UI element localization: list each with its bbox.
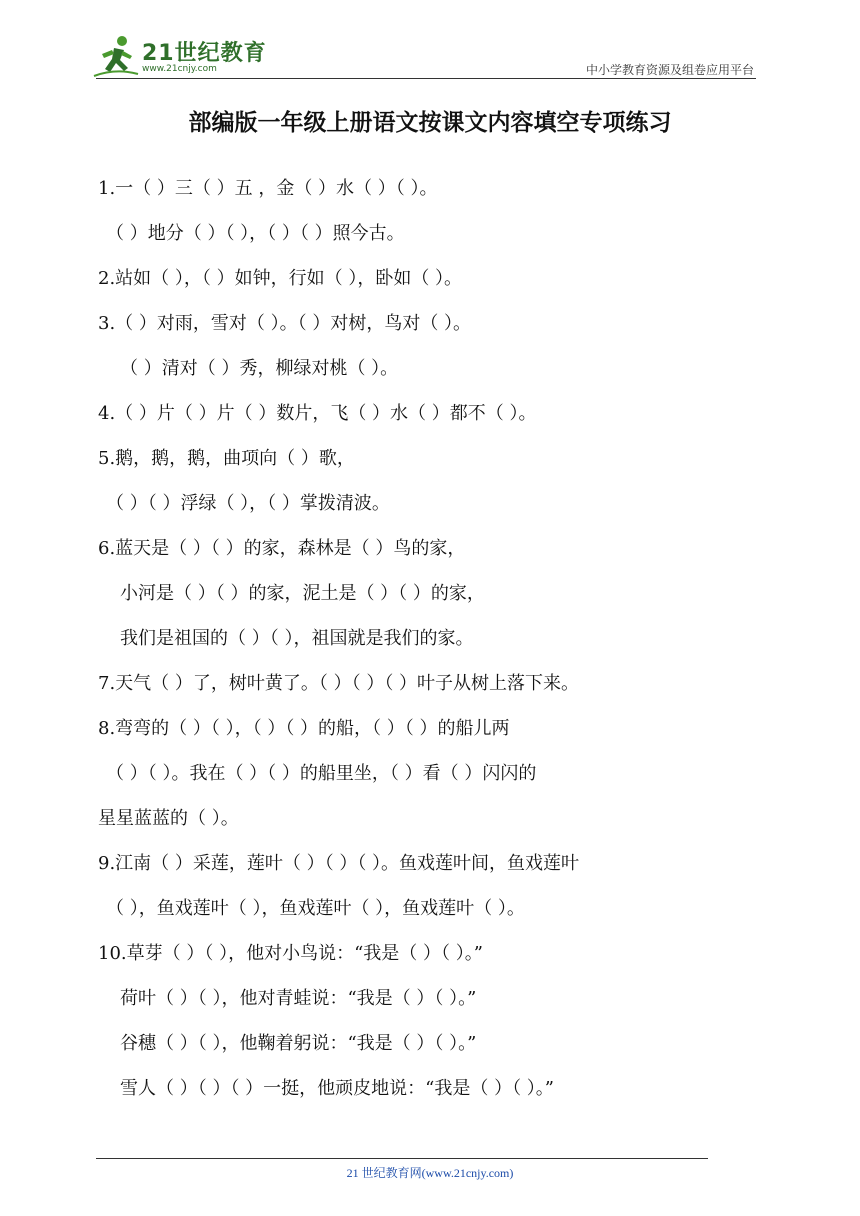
- exercise-line: 谷穗（ ）（ ），他鞠着躬说：“我是（ ）（ ）。”: [120, 1033, 477, 1054]
- exercise-line: 9.江南（ ）采莲，莲叶（ ）（ ）（ ）。鱼戏莲叶间，鱼戏莲叶: [98, 853, 580, 874]
- exercise-line: 3.（ ）对雨，雪对（ ）。（ ）对树，鸟对（ ）。: [98, 313, 472, 334]
- exercise-line: 雪人（ ）（ ）（ ）一挺，他顽皮地说：“我是（ ）（ ）。”: [120, 1078, 555, 1099]
- exercise-line: 10.草芽（ ）（ ），他对小鸟说：“我是（ ）（ ）。”: [98, 943, 483, 964]
- footer-link[interactable]: 21 世纪教育网(www.21cnjy.com): [346, 1166, 514, 1180]
- logo-url: www.21cnjy.com: [142, 64, 217, 74]
- exercise-line: 5.鹅，鹅，鹅，曲项向（ ）歌，: [98, 448, 355, 469]
- exercise-line: （ ）清对（ ）秀，柳绿对桃（ ）。: [120, 358, 399, 379]
- exercise-line: 7.天气（ ）了，树叶黄了。（ ）（ ）（ ）叶子从树上落下来。: [98, 673, 580, 694]
- page-title: 部编版一年级上册语文按课文内容填空专项练习: [188, 110, 672, 136]
- exercise-line: 小河是（ ）（ ）的家，泥土是（ ）（ ）的家，: [120, 583, 485, 604]
- header-divider: [96, 78, 756, 79]
- exercise-line: 星星蓝蓝的（ ）。: [98, 808, 239, 829]
- page-header: [0, 0, 860, 90]
- exercise-line: 荷叶（ ）（ ），他对青蛙说：“我是（ ）（ ）。”: [120, 988, 477, 1009]
- exercise-line: （ ），鱼戏莲叶（ ），鱼戏莲叶（ ），鱼戏莲叶（ ）。: [106, 898, 525, 919]
- running-figure-icon: [92, 34, 140, 78]
- exercise-line: （ ）地分（ ）（ ），（ ）（ ）照今古。: [106, 223, 405, 244]
- exercise-line: 1.一（ ）三（ ）五 ，金（ ）水（ ）（ ）。: [98, 178, 438, 199]
- exercise-line: 4.（ ）片（ ）片（ ）数片，飞（ ）水（ ）都不（ ）。: [98, 403, 537, 424]
- logo-text: 21世纪教育: [142, 41, 267, 66]
- exercise-line: 8.弯弯的（ ）（ ），（ ）（ ）的船，（ ）（ ）的船儿两: [98, 718, 510, 739]
- exercise-line: （ ）（ ）。我在（ ）（ ）的船里坐，（ ）看（ ）闪闪的: [106, 763, 537, 784]
- exercise-line: 6.蓝天是（ ）（ ）的家，森林是（ ）鸟的家，: [98, 538, 466, 559]
- exercise-line: 我们是祖国的（ ）（ ），祖国就是我们的家。: [120, 628, 474, 649]
- exercise-list: [98, 172, 778, 1117]
- exercise-line: 2.站如（ ），（ ）如钟，行如（ ），卧如（ ）。: [98, 268, 463, 289]
- site-logo: [92, 34, 267, 78]
- header-tagline: 中小学教育资源及组卷应用平台: [585, 63, 754, 77]
- footer-divider: [96, 1158, 708, 1159]
- exercise-line: （ ）（ ）浮绿（ ），（ ）掌拨清波。: [106, 493, 390, 514]
